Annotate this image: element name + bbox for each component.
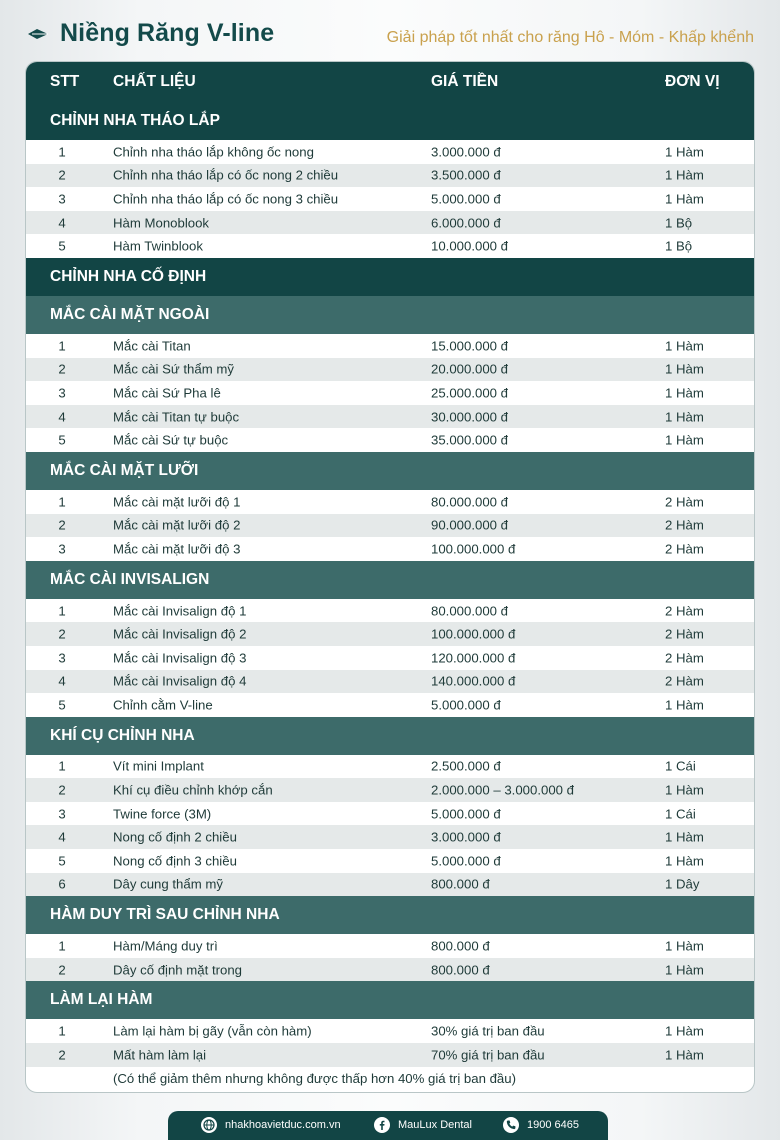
cell-unit: 1 Cái: [665, 758, 696, 774]
cell-stt: 2: [58, 962, 66, 978]
globe-icon: [201, 1117, 217, 1133]
table-row: [26, 334, 754, 358]
subsection-title: MẮC CÀI MẶT NGOÀI: [26, 296, 754, 334]
cell-stt: 4: [58, 829, 66, 845]
cell-material: Làm lại hàm bị gãy (vẫn còn hàm): [113, 1023, 312, 1039]
cell-price: 140.000.000 đ: [431, 673, 516, 689]
header-price: GIÁ TIỀN: [431, 73, 499, 90]
cell-stt: 5: [58, 432, 66, 448]
cell-material: Mắc cài Sứ tự buộc: [113, 432, 229, 448]
cell-stt: 1: [58, 758, 66, 774]
cell-price: 100.000.000 đ: [431, 541, 516, 557]
footer-phone[interactable]: [503, 1117, 579, 1133]
cell-stt: 3: [58, 806, 66, 822]
cell-stt: 3: [58, 385, 66, 401]
cell-price: 120.000.000 đ: [431, 650, 516, 666]
phone-icon: [503, 1117, 519, 1133]
cell-price: 15.000.000 đ: [431, 338, 509, 354]
table-row: [26, 778, 754, 802]
table-header: [26, 62, 754, 102]
cell-stt: 2: [58, 361, 66, 377]
header-unit: ĐƠN VỊ: [665, 73, 720, 90]
table-row: [26, 164, 754, 188]
cell-unit: 1 Cái: [665, 806, 696, 822]
cell-material: Hàm Twinblook: [113, 238, 203, 254]
cell-material: Mắc cài Invisalign độ 1: [113, 603, 247, 619]
cell-material: Chỉnh nha tháo lắp có ốc nong 2 chiều: [113, 167, 339, 183]
table-row: [26, 234, 754, 258]
cell-material: Mắc cài Titan tự buộc: [113, 409, 240, 425]
section-title: CHỈNH NHA CỐ ĐỊNH: [26, 258, 754, 296]
table-row: [26, 958, 754, 982]
cell-material: Nong cố định 3 chiều: [113, 853, 237, 869]
cell-material: Mắc cài Invisalign độ 2: [113, 626, 247, 642]
cell-price: 800.000 đ: [431, 876, 490, 892]
cell-stt: 1: [58, 338, 66, 354]
footer-website-text: nhakhoavietduc.com.vn: [225, 1119, 341, 1131]
cell-unit: 1 Hàm: [665, 697, 704, 713]
cell-unit: 1 Hàm: [665, 853, 704, 869]
header-material: CHẤT LIỆU: [113, 73, 196, 90]
cell-unit: 1 Hàm: [665, 782, 704, 798]
subsection-title: MẮC CÀI INVISALIGN: [26, 561, 754, 599]
cell-stt: 2: [58, 1047, 66, 1063]
table-row: [26, 849, 754, 873]
footer-phone-text: 1900 6465: [527, 1119, 579, 1131]
cell-price: 100.000.000 đ: [431, 626, 516, 642]
cell-material: Chỉnh nha tháo lắp có ốc nong 3 chiều: [113, 191, 339, 207]
cell-price: 25.000.000 đ: [431, 385, 509, 401]
cell-material: Mắc cài Sứ Pha lê: [113, 385, 221, 401]
cell-unit: 2 Hàm: [665, 626, 704, 642]
cell-stt: 2: [58, 782, 66, 798]
cell-material: Mắc cài mặt lưỡi độ 1: [113, 494, 241, 510]
cell-material: Khí cụ điều chỉnh khớp cắn: [113, 782, 273, 798]
cell-material: Mắc cài Titan: [113, 338, 191, 354]
footer-facebook-text: MauLux Dental: [398, 1119, 472, 1131]
section-rows: [26, 599, 754, 717]
cell-price: 10.000.000 đ: [431, 238, 509, 254]
section-title: LÀM LẠI HÀM: [26, 981, 754, 1019]
cell-unit: 2 Hàm: [665, 541, 704, 557]
cell-price: 80.000.000 đ: [431, 603, 509, 619]
cell-price: 70% giá trị ban đầu: [431, 1047, 545, 1063]
cell-price: 5.000.000 đ: [431, 697, 501, 713]
cell-unit: 1 Hàm: [665, 191, 704, 207]
section-title: HÀM DUY TRÌ SAU CHỈNH NHA: [26, 896, 754, 934]
cell-unit: 1 Bộ: [665, 215, 693, 231]
cell-material: Nong cố định 2 chiều: [113, 829, 237, 845]
section-rows: [26, 140, 754, 258]
cell-unit: 1 Hàm: [665, 144, 704, 160]
cell-price: 5.000.000 đ: [431, 853, 501, 869]
cell-stt: 5: [58, 238, 66, 254]
table-row: [26, 873, 754, 897]
cell-stt: 3: [58, 650, 66, 666]
cell-price: 5.000.000 đ: [431, 191, 501, 207]
cell-price: 2.500.000 đ: [431, 758, 501, 774]
cell-material: Mắc cài Invisalign độ 3: [113, 650, 247, 666]
table-row: [26, 358, 754, 382]
cell-unit: 1 Hàm: [665, 361, 704, 377]
cell-material: Chỉnh nha tháo lắp không ốc nong: [113, 144, 314, 160]
cell-unit: 1 Bộ: [665, 238, 693, 254]
cell-price: 800.000 đ: [431, 938, 490, 954]
table-row: [26, 1043, 754, 1067]
cell-price: 5.000.000 đ: [431, 806, 501, 822]
page-subtitle: Giải pháp tốt nhất cho răng Hô - Móm - Khấp khểnh: [386, 29, 754, 46]
cell-unit: 2 Hàm: [665, 517, 704, 533]
cell-price: 30.000.000 đ: [431, 409, 509, 425]
table-row: [26, 599, 754, 623]
cell-stt: 4: [58, 409, 66, 425]
cell-price: 2.000.000 – 3.000.000 đ: [431, 782, 574, 798]
note-row: [26, 1067, 754, 1091]
table-row: [26, 755, 754, 779]
header: [0, 0, 780, 62]
footer-bar: [168, 1111, 608, 1140]
table-row: [26, 802, 754, 826]
cell-unit: 1 Hàm: [665, 338, 704, 354]
cell-price: 80.000.000 đ: [431, 494, 509, 510]
cell-unit: 1 Hàm: [665, 938, 704, 954]
section-rows: [26, 334, 754, 452]
cell-price: 800.000 đ: [431, 962, 490, 978]
table-row: [26, 428, 754, 452]
cell-material: Mắc cài Invisalign độ 4: [113, 673, 247, 689]
note-text: (Có thể giảm thêm nhưng không được thấp hơn 40% giá trị ban đầu): [113, 1070, 516, 1086]
cell-unit: 1 Hàm: [665, 385, 704, 401]
table-row: [26, 693, 754, 717]
section-rows: [26, 934, 754, 981]
cell-price: 3.500.000 đ: [431, 167, 501, 183]
facebook-icon: [374, 1117, 390, 1133]
table-row: [26, 646, 754, 670]
cell-material: Hàm Monoblook: [113, 215, 210, 231]
cell-stt: 4: [58, 215, 66, 231]
cell-stt: 2: [58, 167, 66, 183]
cell-material: Chỉnh cằm V-line: [113, 697, 213, 713]
cell-unit: 1 Hàm: [665, 829, 704, 845]
cell-unit: 2 Hàm: [665, 650, 704, 666]
cell-material: Mắc cài mặt lưỡi độ 3: [113, 541, 241, 557]
cell-material: Mắc cài mặt lưỡi độ 2: [113, 517, 241, 533]
section-rows: [26, 1019, 754, 1066]
footer-website[interactable]: [201, 1117, 341, 1133]
subsection-title: MẮC CÀI MẶT LƯỠI: [26, 452, 754, 490]
cell-price: 35.000.000 đ: [431, 432, 509, 448]
page-title: Niềng Răng V-line: [60, 19, 275, 47]
cell-material: Mất hàm làm lại: [113, 1047, 207, 1063]
footer-facebook[interactable]: [374, 1117, 472, 1133]
section-rows: [26, 755, 754, 897]
cell-material: Mắc cài Sứ thẩm mỹ: [113, 361, 234, 377]
cell-price: 30% giá trị ban đầu: [431, 1023, 545, 1039]
cell-unit: 1 Hàm: [665, 167, 704, 183]
cell-material: Twine force (3M): [113, 806, 212, 822]
cell-stt: 4: [58, 673, 66, 689]
cell-stt: 6: [58, 876, 66, 892]
cell-price: 3.000.000 đ: [431, 144, 501, 160]
logo-mark-icon: [28, 28, 48, 40]
cell-unit: 1 Hàm: [665, 432, 704, 448]
table-row: [26, 825, 754, 849]
cell-material: Dây cố định mặt trong: [113, 962, 243, 978]
cell-unit: 1 Hàm: [665, 409, 704, 425]
table-row: [26, 622, 754, 646]
cell-unit: 1 Hàm: [665, 1023, 704, 1039]
price-table: [25, 61, 755, 1093]
cell-stt: 3: [58, 191, 66, 207]
cell-stt: 2: [58, 626, 66, 642]
cell-price: 3.000.000 đ: [431, 829, 501, 845]
header-stt: STT: [50, 73, 80, 90]
table-row: [26, 537, 754, 561]
table-row: [26, 934, 754, 958]
cell-stt: 2: [58, 517, 66, 533]
cell-material: Hàm/Máng duy trì: [113, 938, 218, 954]
section-title: KHÍ CỤ CHỈNH NHA: [26, 717, 754, 755]
cell-unit: 1 Hàm: [665, 1047, 704, 1063]
table-row: [26, 405, 754, 429]
cell-stt: 3: [58, 541, 66, 557]
section-title: CHỈNH NHA THÁO LẮP: [26, 102, 754, 140]
cell-unit: 2 Hàm: [665, 494, 704, 510]
cell-price: 20.000.000 đ: [431, 361, 509, 377]
table-row: [26, 670, 754, 694]
table-row: [26, 187, 754, 211]
table-row: [26, 211, 754, 235]
cell-stt: 1: [58, 1023, 66, 1039]
cell-price: 6.000.000 đ: [431, 215, 501, 231]
cell-unit: 1 Dây: [665, 876, 700, 892]
table-row: [26, 514, 754, 538]
table-row: [26, 1019, 754, 1043]
cell-stt: 5: [58, 697, 66, 713]
table-row: [26, 381, 754, 405]
cell-material: Vít mini Implant: [113, 758, 204, 774]
cell-stt: 1: [58, 144, 66, 160]
table-row: [26, 140, 754, 164]
cell-stt: 1: [58, 938, 66, 954]
table-row: [26, 490, 754, 514]
cell-unit: 2 Hàm: [665, 673, 704, 689]
section-rows: [26, 490, 754, 561]
cell-stt: 1: [58, 603, 66, 619]
cell-stt: 1: [58, 494, 66, 510]
cell-price: 90.000.000 đ: [431, 517, 509, 533]
cell-unit: 2 Hàm: [665, 603, 704, 619]
cell-material: Dây cung thẩm mỹ: [113, 876, 223, 892]
cell-stt: 5: [58, 853, 66, 869]
cell-unit: 1 Hàm: [665, 962, 704, 978]
